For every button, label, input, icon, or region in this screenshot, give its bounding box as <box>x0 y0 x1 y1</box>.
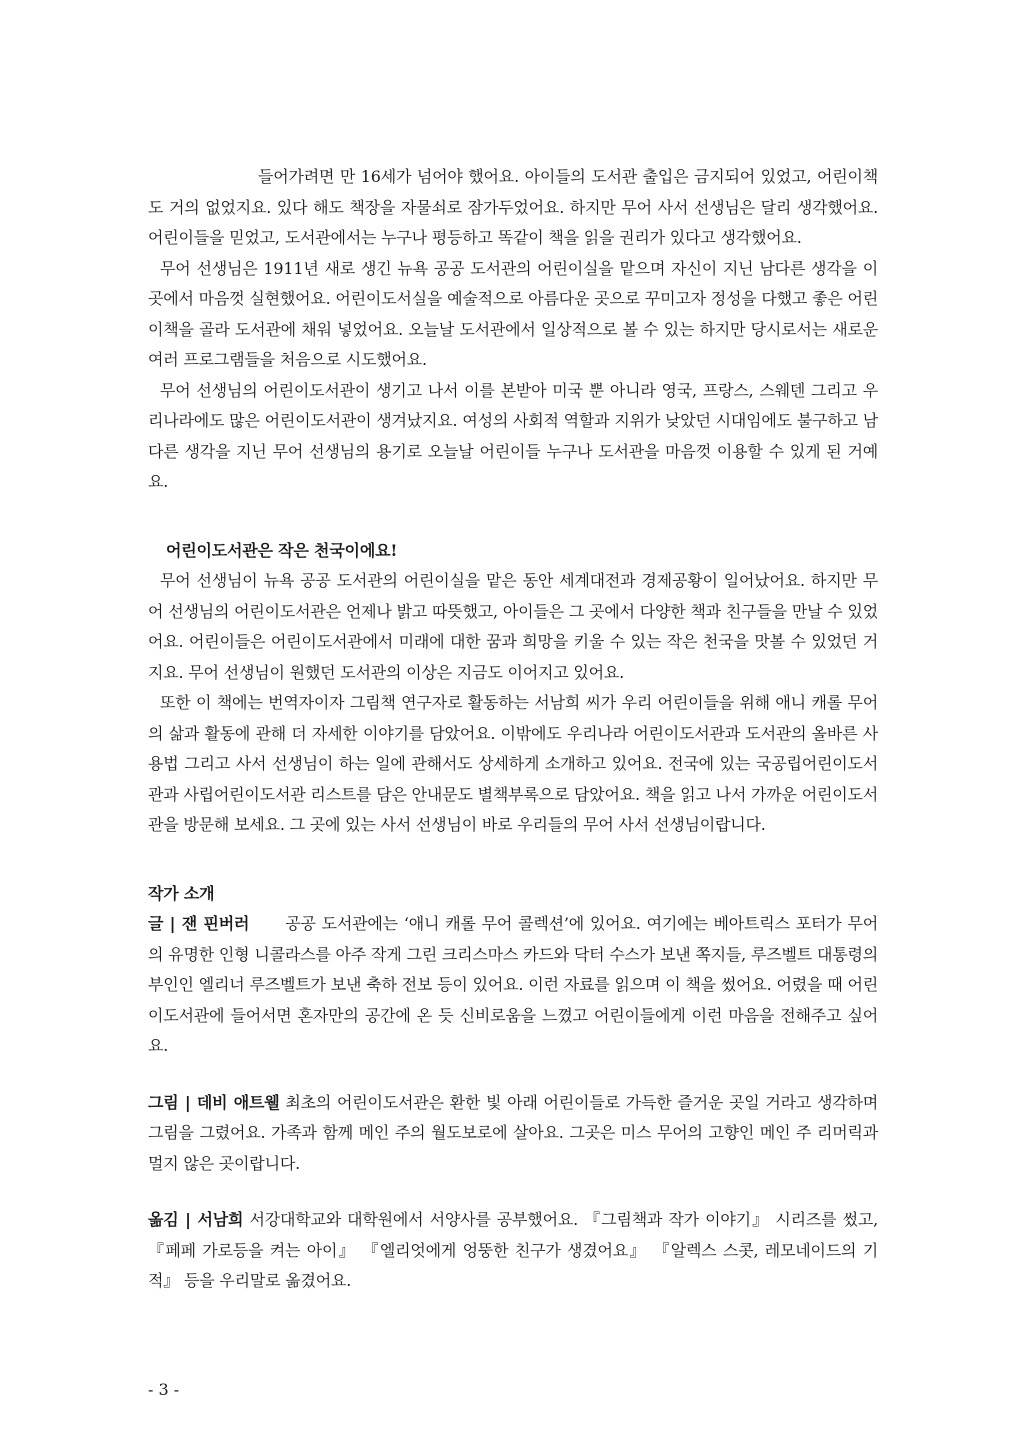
credit-text-writer: 공공 도서관에는 ‘애니 캐롤 무어 콜렉션’에 있어요. 여기에는 베아트릭스 포터가 무어의 유명한 인형 니콜라스를 아주 작게 그린 크리스마스 카드와 닥터 수스가 보낸 쪽지들, 루즈벨트 대통령의 부인인 엘리너 루즈벨트가 보낸 축하 전보 등이 있어요. 이런 자료를 읽으며 이 책을 썼어요. 어렸을 때 어린이도서관에 들어서면 혼자만의 공간에 온 듯 신비로움을 느꼈고 어린이들에게 이런 마음을 전해주고 싶어요. <box>148 914 878 1055</box>
spacer <box>148 498 878 536</box>
credit-role-illustrator: 그림 | 데비 애트웰 <box>148 1092 280 1112</box>
credit-writer <box>148 909 878 1062</box>
section-heading: 어린이도서관은 작은 천국이에요! <box>166 540 398 560</box>
author-section-title: 작가 소개 <box>148 883 215 903</box>
section-paragraph-1: 무어 선생님이 뉴욕 공공 도서관의 어린이실을 맡은 동안 세계대전과 경제공황이 일어났어요. 하지만 무어 선생님의 어린이도서관은 언제나 밝고 따뜻했고, 아이들은 그 곳에서 다양한 책과 친구들을 만날 수 있었어요. 어린이들은 어린이도서관에서 미래에 대한 꿈과 희망을 키울 수 있는 작은 천국을 맛볼 수 있었던 거지요. 무어 선생님이 원했던 도서관의 이상은 지금도 이어지고 있어요. <box>148 571 878 682</box>
page-number: - 3 - <box>148 1380 180 1399</box>
credit-text-translator: 서강대학교와 대학원에서 서양사를 공부했어요. 『그림책과 작가 이야기』 시리즈를 썼고, 『페페 가로등을 켜는 아이』 『엘리엇에게 엉뚱한 친구가 생겼어요』 『알렉스 스콧, 레모네이드의 기적』 등을 우리말로 옮겼어요. <box>148 1210 879 1290</box>
credit-translator <box>148 1205 878 1297</box>
credit-role-translator: 옮김 | 서남희 <box>148 1210 244 1229</box>
credit-illustrator <box>148 1088 878 1180</box>
spacer <box>148 1179 878 1205</box>
spacer <box>148 841 878 879</box>
credit-role-writer: 글 | 잰 핀버러 <box>148 914 250 933</box>
intro-paragraph-2: 무어 선생님은 1911년 새로 생긴 뉴욕 공공 도서관의 어린이실을 맡으며 자신이 지닌 남다른 생각을 이곳에서 마음껏 실현했어요. 어린이도서실을 예술적으로 아름다운 곳으로 꾸미고자 정성을 다했고 좋은 어린이책을 골라 도서관에 채워 넣었어요. 오늘날 도서관에서 일상적으로 볼 수 있는 하지만 당시로서는 새로운 여러 프로그램들을 처음으로 시도했어요. <box>148 258 878 369</box>
page-content <box>148 162 878 1297</box>
intro-paragraph-3: 무어 선생님의 어린이도서관이 생기고 나서 이를 본받아 미국 뿐 아니라 영국, 프랑스, 스웨덴 그리고 우리나라에도 많은 어린이도서관이 생겨났지요. 여성의 사회적 역할과 지위가 낮았던 시대임에도 불구하고 남다른 생각을 지닌 무어 선생님의 용기로 오늘날 어린이들 누구나 도서관을 마음껏 이용할 수 있게 된 거예요. <box>148 380 878 491</box>
spacer <box>148 1062 878 1088</box>
section-paragraph-2: 또한 이 책에는 번역자이자 그림책 연구자로 활동하는 서남희 씨가 우리 어린이들을 위해 애니 캐롤 무어의 삶과 활동에 관해 더 자세한 이야기를 담았어요. 이밖에도 우리나라 어린이도서관과 도서관의 올바른 사용법 그리고 사서 선생님이 하는 일에 관해서도 상세하게 소개하고 있어요. 전국에 있는 국공립어린이도서관과 사립어린이도서관 리스트를 담은 안내문도 별책부록으로 담았어요. 책을 읽고 나서 가까운 어린이도서관을 방문해 보세요. 그 곳에 있는 사서 선생님이 바로 우리들의 무어 사서 선생님이랍니다. <box>148 693 879 834</box>
credit-text-illustrator: 최초의 어린이도서관은 환한 빛 아래 어린이들로 가득한 즐거운 곳일 거라고 생각하며 그림을 그렸어요. 가족과 함께 메인 주의 월도보로에 살아요. 그곳은 미스 무어의 고향인 메인 주 리머릭과 멀지 않은 곳이랍니다. <box>148 1092 878 1173</box>
intro-paragraph-1: 들어가려면 만 16세가 넘어야 했어요. 아이들의 도서관 출입은 금지되어 있었고, 어린이책도 거의 없었지요. 있다 해도 책장을 자물쇠로 잠가두었어요. 하지만 무어 사서 선생님은 달리 생각했어요. 어린이들을 믿었고, 도서관에서는 누구나 평등하고 똑같이 책을 읽을 권리가 있다고 생각했어요. <box>148 167 878 247</box>
